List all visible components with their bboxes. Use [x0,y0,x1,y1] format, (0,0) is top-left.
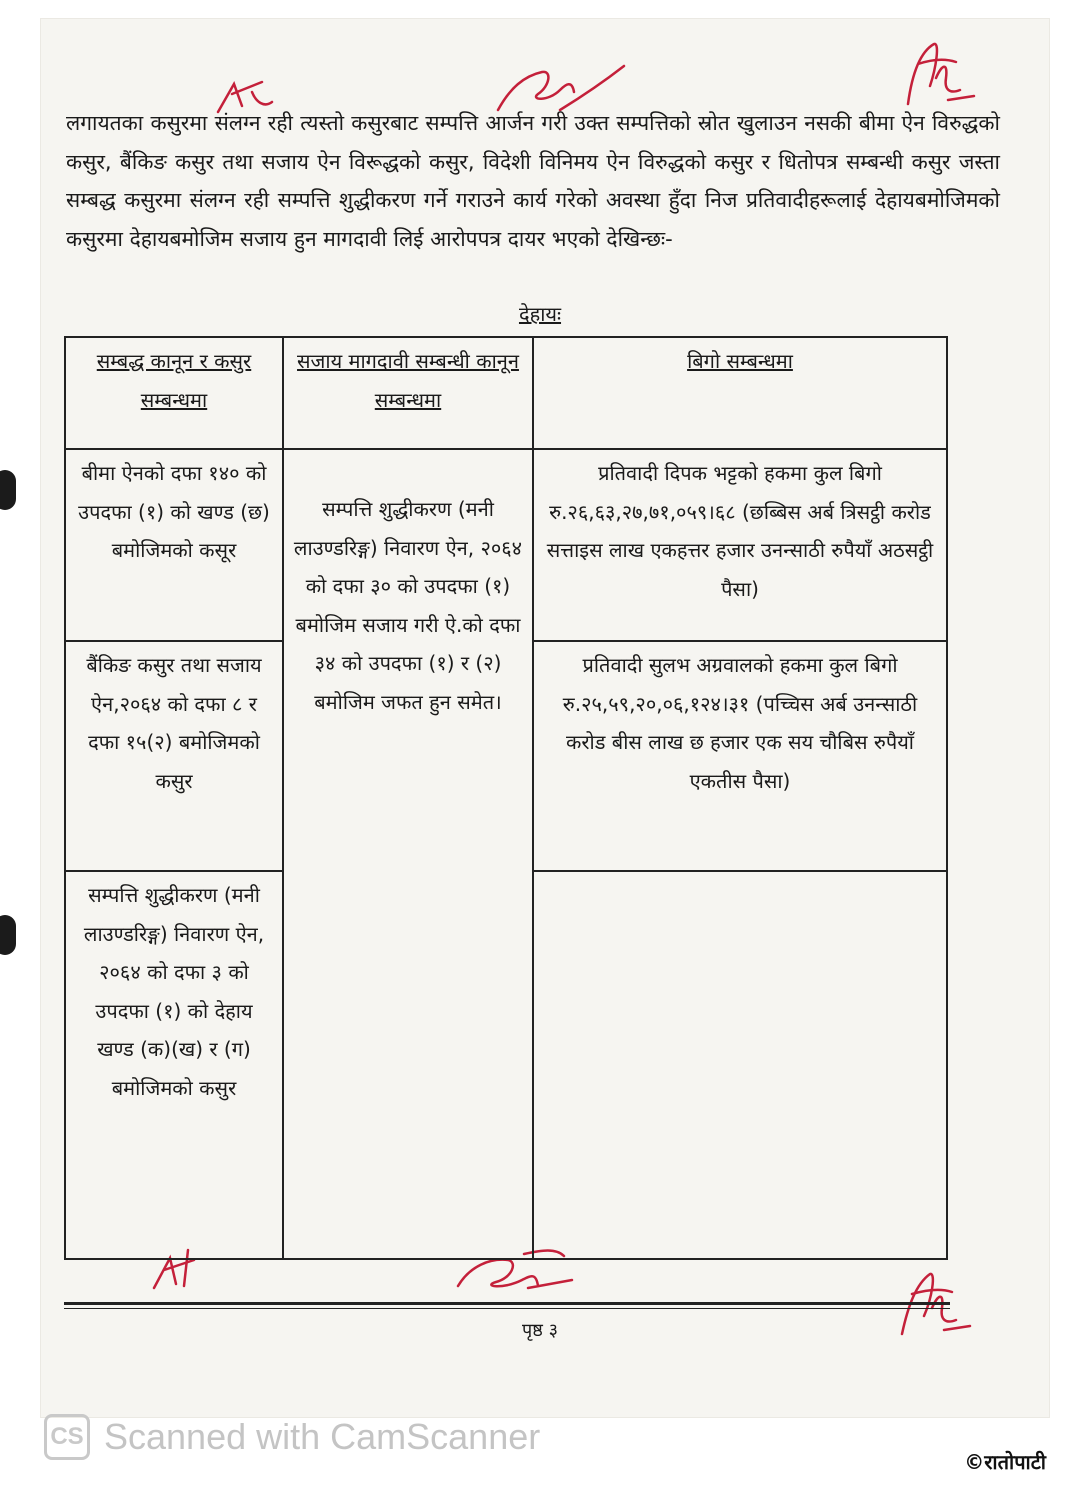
header-cell-law: सम्बद्ध कानून र कसुर सम्बन्धमा [65,337,283,449]
camscanner-logo-icon: CS [44,1414,90,1460]
header-cell-penalty: सजाय मागदावी सम्बन्धी कानून सम्बन्धमा [283,337,533,449]
table-row [65,449,947,641]
law-cell: बीमा ऐनको दफा १४० को उपदफा (१) को खण्ड (छ) बमोजिमको कसूर [65,449,283,641]
law-cell: सम्पत्ति शुद्धीकरण (मनी लाउण्डरिङ्ग) निवारण ऐन, २०६४ को दफा ३ को उपदफा (१) को देहाय खण्ड (क)(ख) र (ग) बमोजिमको कसुर [65,871,283,1259]
footer-rule-thin [64,1308,950,1309]
header-cell-bigo: बिगो सम्बन्धमा [533,337,947,449]
body-paragraph: लगायतका कसुरमा संलग्न रही त्यस्तो कसुरबाट सम्पत्ति आर्जन गरी उक्त सम्पत्तिको स्रोत खुलाउन नसकी बीमा ऐन विरुद्धको कसुर, बैंकिङ कसुर तथा सजाय ऐन विरूद्धको कसुर, विदेशी विनिमय ऐन विरुद्धको कसुर र धितोपत्र सम्बन्धी कसुर जस्ता सम्बद्ध कसुरमा संलग्न रही सम्पत्ति शुद्धीकरण गर्ने गराउने कार्य गरेको अवस्था हुँदा निज प्रतिवादीहरूलाई देहायबमोजिमको कसुरमा देहायबमोजिम सजाय हुन मागदावी लिई आरोपपत्र दायर भएको देखिन्छः- [66,111,1000,251]
charges-table [64,336,948,1260]
law-cell: बैंकिङ कसुर तथा सजाय ऐन,२०६४ को दफा ८ र दफा १५(२) बमोजिमको कसुर [65,641,283,871]
page-number: पृष्ठ ३ [522,1320,558,1341]
copyright-label: ©रातोपाटी [964,1450,1046,1474]
penalty-cell [283,449,533,1259]
binder-hole [0,915,16,955]
penalty-text: सम्पत्ति शुद्धीकरण (मनी लाउण्डरिङ्ग) निवारण ऐन, २०६४ को दफा ३० को उपदफा (१) बमोजिम सजाय गरी ऐ.को दफा ३४ को उपदफा (१) र (२) बमोजिम जफत हुन समेत। [293,497,523,714]
dehay-heading: देहायः [518,302,562,326]
table-header-row [65,337,947,449]
bigo-cell: प्रतिवादी दिपक भट्टको हकमा कुल बिगो रु.२६,६३,२७,७१,०५९।६८ (छब्बिस अर्ब त्रिसट्ठी करोड सत्ताइस लाख एकहत्तर हजार उनन्साठी रुपैयाँ अठसट्ठी पैसा) [533,449,947,641]
bigo-cell [533,871,947,1259]
binder-hole [0,470,16,510]
footer-rule [64,1302,950,1305]
bigo-cell: प्रतिवादी सुलभ अग्रवालको हकमा कुल बिगो रु.२५,५९,२०,०६,१२४।३१ (पच्चिस अर्ब उनन्साठी करोड बीस लाख छ हजार एक सय चौबिस रुपैयाँ एकतीस पैसा) [533,641,947,871]
camscanner-watermark: Scanned with CamScanner [104,1416,541,1457]
